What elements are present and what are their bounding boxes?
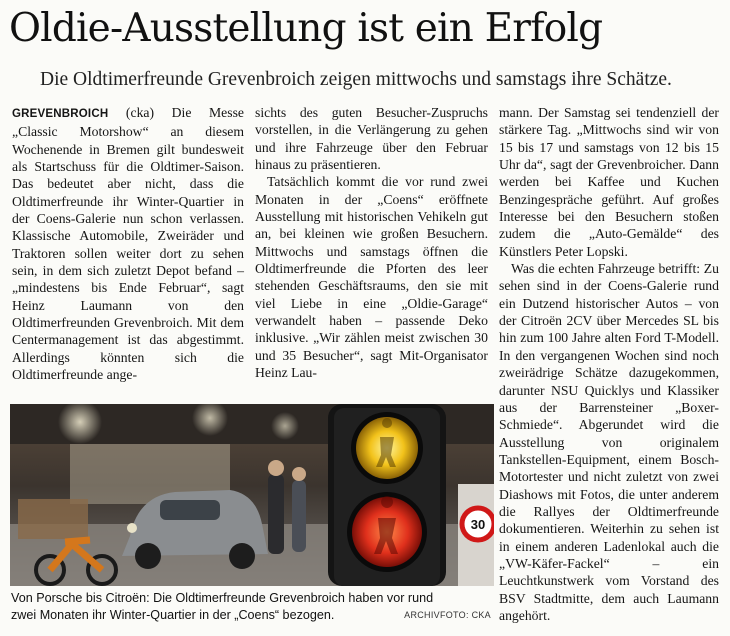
article-column-1 [12, 104, 244, 384]
column-2-paragraph-2: Tatsächlich kommt die vor rund zwei Monaten in der „Coens“ eröffnete Ausstellung mit historischen Vehikeln gut an, bei kleinen wie großen Besuchern. Mittwochs und samstags öffnen die Oldtimerfreunde die Pforten des leer stehenden Geschäftsraums, den sie mit viel Liebe in eine „Oldie-Garage“ verwandelt haben – passende Deko inklusive. „Wir zählen meist zwischen 30 und 35 Besucher“, sagt Mit-Organisator Heinz Lau- [255, 174, 488, 381]
speed-limit-sign [458, 484, 494, 586]
article-subheadline: Die Oldtimerfreunde Grevenbroich zeigen mittwochs und samstags ihre Schätze. [40, 69, 672, 90]
column-1-paragraph-1: (cka) Die Messe „Classic Motorshow“ an diesem Wochenende in Bremen gilt bundesweit als Startschuss für die Oldtimer-Saison. Das bedeutet aber nicht, dass die Oldtimerfreunde ihr Winter-Quartier in der Coens-Galerie nun schon verlassen. Klassische Automobile, Zweiräder und Traktoren sollen weiter dort zu sehen sein, in dem sich zuletzt Depot befand – „mindestens bis Ende Februar“, sagt Heinz Laumann von den Oldtimerfreunden Grevenbroich. Mit dem Centermanagement ist das abgestimmt. Allerdings könnten sich die Oldtimerfreunde ange- [12, 105, 244, 383]
article-photo [10, 404, 494, 586]
exhibition-photo-illustration [10, 404, 494, 586]
caption-line-2: zwei Monaten ihr Winter-Quartier in der „Coens“ bezogen. [11, 608, 335, 622]
article-headline: Oldie-Ausstellung ist ein Erfolg [9, 6, 603, 51]
column-2-paragraph-1: sichts des guten Besucher-Zuspruchs vorstellen, in die Verlängerung zu gehen und ihre Fahrzeuge über den Februar hinaus zu präsentieren. [255, 105, 488, 173]
photo-credit: ARCHIVFOTO: CKA [404, 610, 491, 620]
column-3-paragraph-2: Was die echten Fahrzeuge betrifft: Zu sehen sind in der Coens-Galerie rund ein Dutzend historischer Autos – von der Citroën 2CV über Mercedes SL bis hin zum 100 Jahre alten Ford T-Modell. In den vergangenen Wochen sind noch zweirädrige Schätze dazugekommen, darunter NSU Quicklys und Klassiker aus der Barrensteiner „Boxer-Schmiede“. Abgerundet wird die Ausstellung von originalem Tankstellen-Equipment, einem Bosch-Motortester und nicht zuletzt von zwei Diashows mit Fotos, die unter anderem die Rallyes der Oldtimerfreunde dokumentieren. Weiterhin zu sehen ist in einem anderen Ladenlokal auch die „VW-Käfer-Fackel“ – ein Leuchtkunstwerk vom Vorstand des BSV Stadtmitte, dem auch Laumann angehört. [499, 261, 719, 623]
column-3-paragraph-1: mann. Der Samstag sei tendenziell der stärkere Tag. „Mittwochs sind wir von 15 bis 17 und samstags von 12 bis 15 Uhr da“, sagt der Grevenbroicher. Dann werden bei Kaffee und Kuchen Benzingespräche geführt. Auf großes Interesse bei den Besuchern stoßen zudem die „Auto-Gemälde“ des Künstlers Peter Lopski. [499, 105, 719, 259]
article-column-2 [255, 104, 488, 382]
dateline: GREVENBROICH [12, 108, 109, 120]
photo-caption [11, 590, 491, 624]
speed-limit-number: 30 [470, 517, 486, 532]
caption-line-1: Von Porsche bis Citroën: Die Oldtimerfreunde Grevenbroich haben vor rund [11, 591, 434, 605]
traffic-light [328, 404, 446, 586]
article-column-3 [499, 104, 719, 624]
